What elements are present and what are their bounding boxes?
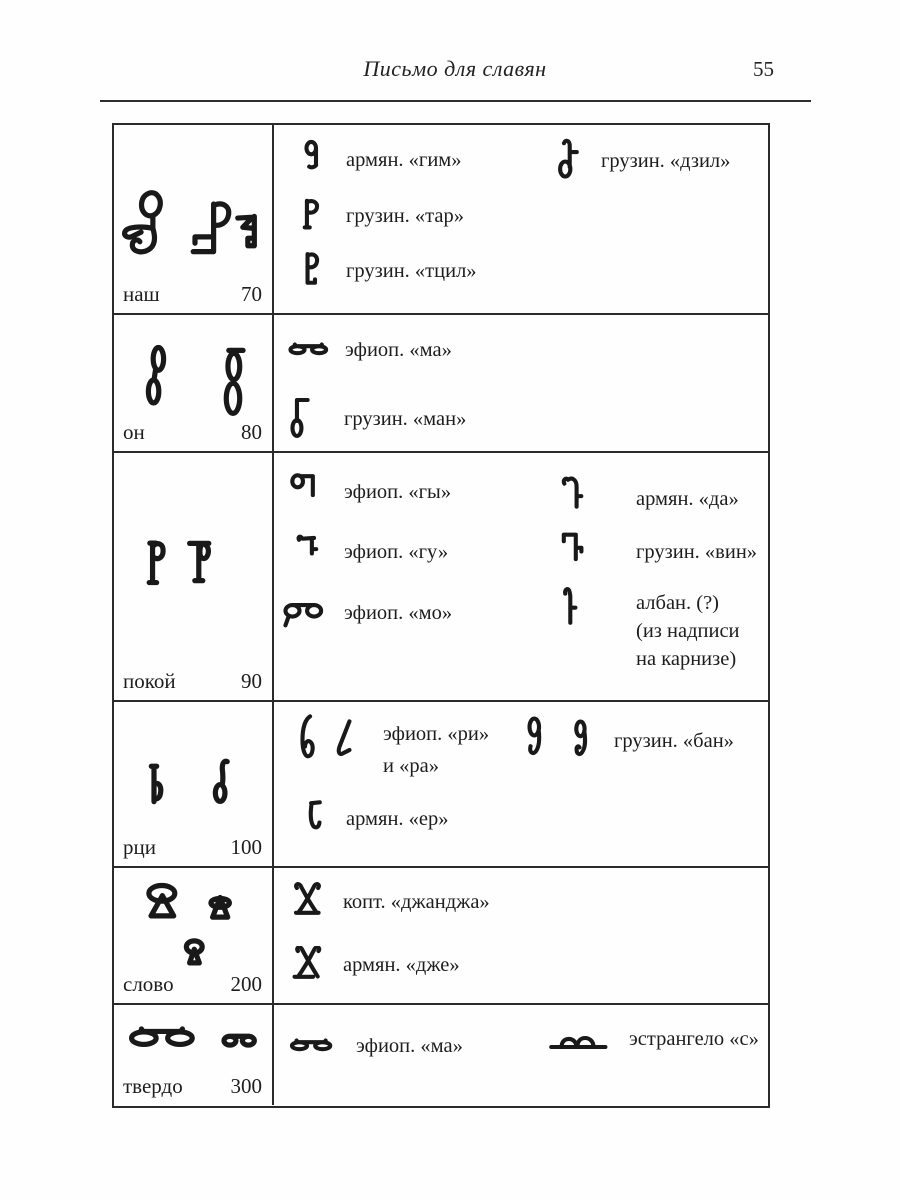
cell-parallels-tverdo	[274, 1005, 768, 1105]
table-row-nash	[114, 125, 768, 315]
georgian-dzil-icon	[555, 138, 587, 185]
header-rule	[100, 100, 811, 102]
estrangelo-s-icon	[546, 1019, 612, 1059]
cell-slavic-on	[114, 315, 274, 451]
entry-armenian-gim	[299, 138, 462, 182]
letter-name: твердо	[123, 1074, 183, 1098]
cell-slavic-nash	[114, 125, 274, 313]
entry-label: грузин. «вин»	[636, 541, 758, 563]
entry-label: эфиоп. «гу»	[344, 540, 449, 563]
cell-parallels-slovo	[274, 868, 768, 1003]
letter-name: рци	[123, 835, 156, 859]
entry-label: грузин. «ман»	[344, 407, 467, 430]
georgian-tar-icon	[297, 197, 328, 235]
glagolitic-rtsi-1-icon	[142, 760, 172, 812]
entry-georgian-vin	[555, 529, 757, 576]
entry-label: эстрангело «с»	[629, 1027, 759, 1050]
entry-label: эфиоп. «мо»	[344, 601, 453, 624]
glagolitic-pokoj-2-icon	[184, 531, 224, 593]
georgian-tsil-icon	[297, 250, 328, 292]
glagolitic-tverdo-1-icon	[125, 1018, 207, 1060]
entry-label: армян. «да»	[636, 487, 739, 510]
letter-name: покой	[123, 669, 176, 693]
entry-ethiopic-gu	[291, 534, 448, 570]
glagolitic-slovo-3-icon	[177, 934, 213, 972]
letter-number: 100	[230, 835, 262, 859]
armenian-da-icon	[555, 475, 591, 523]
glagolitic-tverdo-2-icon	[218, 1024, 264, 1058]
glagolitic-rtsi-2-icon	[208, 756, 240, 812]
page-number: 55	[753, 57, 774, 81]
letter-name: наш	[123, 282, 160, 306]
entry-label: эфиоп. «ма»	[356, 1035, 463, 1057]
cell-parallels-on	[274, 315, 768, 451]
glagolitic-slovo-1-icon	[137, 880, 191, 926]
entry-label: грузин. «тцил»	[346, 259, 477, 282]
letters-comparison-table	[112, 123, 770, 1108]
entry-ethiopic-ri-ra	[287, 710, 489, 782]
entry-armenian-je	[287, 946, 460, 985]
georgian-ban-1-icon	[520, 712, 554, 772]
georgian-man-icon	[288, 394, 316, 444]
entry-ethiopic-mo	[279, 591, 452, 635]
letter-number: 200	[230, 972, 262, 996]
letter-number: 80	[241, 420, 262, 444]
table-row-tverdo	[114, 1005, 768, 1105]
cell-slavic-slovo	[114, 868, 274, 1003]
entry-albanian	[555, 585, 740, 673]
table-row-slovo	[114, 868, 768, 1005]
entry-ethiopic-gy	[287, 471, 451, 514]
entry-label: грузин. «бан»	[614, 730, 734, 752]
entry-georgian-ban	[520, 711, 734, 772]
cell-slavic-tverdo	[114, 1005, 274, 1105]
georgian-ban-2-icon	[567, 716, 599, 772]
entry-ethiopic-ma	[284, 337, 452, 364]
entry-label: албан. (?)	[636, 592, 720, 614]
georgian-vin-icon	[555, 529, 595, 576]
ethiopic-ri-icon	[287, 710, 323, 774]
armenian-je-icon	[287, 946, 329, 985]
page-title: Письмо для славян	[363, 56, 547, 81]
ethiopic-gy-icon	[287, 471, 325, 514]
glagolitic-slovo-2-icon	[200, 892, 242, 926]
ethiopic-gu-icon	[291, 534, 327, 570]
entry-georgian-man	[288, 394, 466, 444]
entry-label-line3: на карнизе)	[636, 648, 737, 670]
entry-label: копт. «джанджа»	[343, 890, 490, 913]
cell-parallels-rtsi	[274, 702, 768, 866]
glagolitic-nash-3-icon	[232, 213, 268, 255]
entry-label: грузин. «дзил»	[601, 150, 731, 172]
entry-label: армян. «ер»	[346, 808, 449, 830]
table-row-on	[114, 315, 768, 453]
entry-ethiopic-ma-2	[285, 1033, 463, 1060]
entry-armenian-er	[303, 798, 449, 841]
entry-georgian-tsil	[297, 250, 477, 292]
entry-label: эфиоп. «ри»	[383, 723, 490, 745]
cell-parallels-pokoj	[274, 453, 768, 700]
letter-number: 300	[230, 1074, 262, 1098]
entry-georgian-dzil	[555, 138, 730, 185]
letter-number: 70	[241, 282, 262, 306]
glagolitic-on-1-icon	[138, 336, 178, 424]
entry-coptic-janja	[287, 882, 490, 922]
cell-parallels-nash	[274, 125, 768, 313]
cell-slavic-rtsi	[114, 702, 274, 866]
entry-label: грузин. «тар»	[346, 204, 464, 227]
ethiopic-ma-icon	[284, 337, 338, 364]
entry-label: эфиоп. «ма»	[345, 339, 452, 361]
letter-name: он	[123, 420, 145, 444]
entry-georgian-tar	[297, 197, 464, 235]
ethiopic-ma-icon	[285, 1033, 343, 1060]
ethiopic-mo-icon	[279, 591, 333, 635]
table-row-pokoj	[114, 453, 768, 702]
entry-label-line2: (из надписи	[636, 620, 740, 642]
entry-label: армян. «гим»	[346, 148, 462, 171]
entry-label-line2: и «ра»	[383, 755, 439, 777]
glagolitic-nash-1-icon	[120, 187, 182, 261]
glagolitic-pokoj-1-icon	[141, 535, 175, 593]
armenian-gim-icon	[299, 138, 333, 182]
letter-name: слово	[123, 972, 174, 996]
running-header	[100, 56, 810, 90]
table-row-rtsi	[114, 702, 768, 868]
entry-armenian-da	[555, 475, 739, 523]
coptic-janja-icon	[287, 882, 328, 922]
ethiopic-ra-icon	[327, 717, 361, 772]
entry-label: эфиоп. «гы»	[344, 481, 452, 503]
entry-label: армян. «дже»	[343, 954, 460, 976]
entry-estrangelo-s	[546, 1019, 759, 1059]
armenian-er-icon	[303, 798, 330, 841]
cell-slavic-pokoj	[114, 453, 274, 700]
letter-number: 90	[241, 669, 262, 693]
albanian-letter-icon	[555, 585, 589, 639]
